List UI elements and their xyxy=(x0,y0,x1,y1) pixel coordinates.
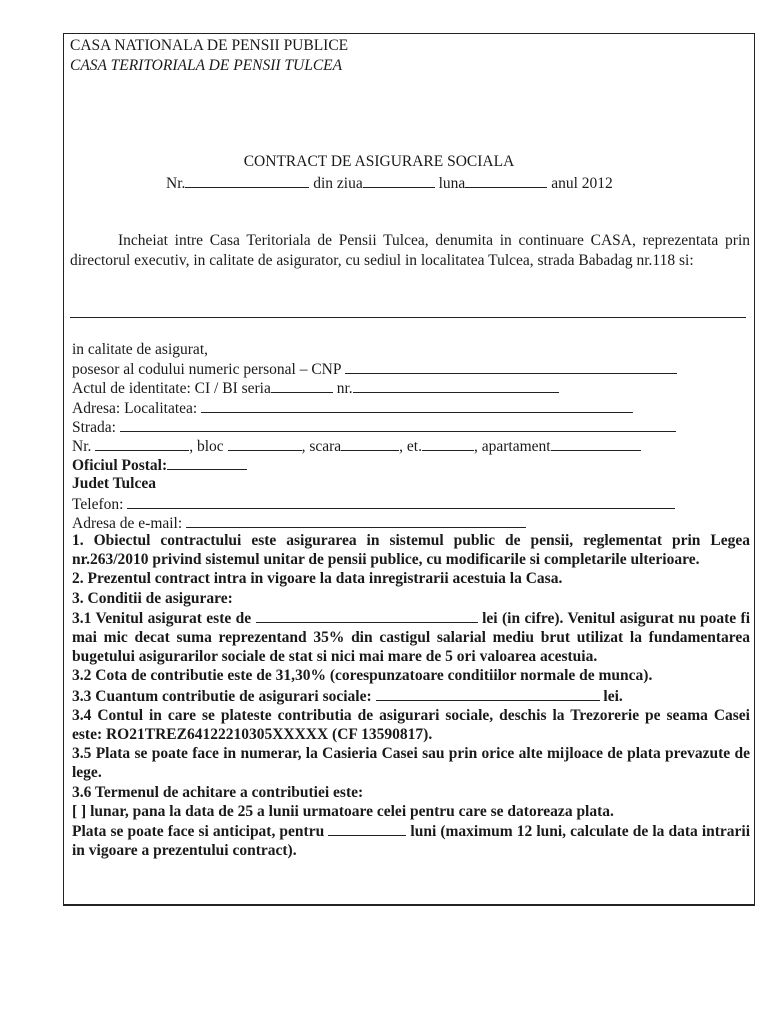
nr-field[interactable] xyxy=(185,173,309,188)
oficiul-row xyxy=(72,455,752,474)
luna-label: luna xyxy=(438,175,466,192)
judet-label: Judet Tulcea xyxy=(72,475,156,493)
cnp-field[interactable] xyxy=(345,359,677,374)
clause-3-6-advance xyxy=(72,821,750,860)
email-field[interactable] xyxy=(186,513,526,528)
scara-label: , scara xyxy=(301,437,342,455)
calitate-label: in calitate de asigurat, xyxy=(72,341,208,358)
contract-title: CONTRACT DE ASIGURARE SOCIALA xyxy=(243,153,515,170)
venit-asigurat-field[interactable] xyxy=(256,608,478,623)
clause-3-4: 3.4 Contul in care se plateste contributia de asigurari sociale, deschis la Trezorerie pe seama Casei este: RO21TREZ64122210305XXXXX (CF 13590817). xyxy=(72,706,750,744)
header xyxy=(70,36,348,76)
clause-3-3 xyxy=(72,686,750,706)
nr-row xyxy=(72,436,752,455)
intro-paragraph xyxy=(70,231,750,271)
clause-3-1 xyxy=(72,608,750,667)
contract-number-line xyxy=(166,173,613,193)
strada-field[interactable] xyxy=(120,417,676,432)
clause-3-6: 3.6 Termenul de achitare a contributiei este: xyxy=(72,783,364,801)
advance-months-field[interactable] xyxy=(328,821,406,836)
nr-label: Nr. xyxy=(166,175,186,192)
judet-row xyxy=(72,474,752,493)
day-field[interactable] xyxy=(363,173,435,188)
intro-text: Incheiat intre Casa Teritoriala de Pensii Tulcea, denumita in continuare CASA, reprezentata prin directorul executiv, in calitate de asigurator, cu sediul in localitatea Tulcea, strada Babadag nr.118 si: xyxy=(70,232,750,269)
email-label: Adresa de e-mail: xyxy=(72,514,183,532)
act-nr-field[interactable] xyxy=(353,378,559,393)
bloc-label: , bloc xyxy=(189,437,224,455)
clause-2: 2. Prezentul contract intra in vigoare la data inregistrarii acestuia la Casa. xyxy=(72,570,563,588)
clause-3-2: 3.2 Cota de contributie este de 31,30% (corespunzatoare conditiilor normale de munca). xyxy=(72,667,653,685)
act-seria-field[interactable] xyxy=(271,378,333,393)
clause-3-3-start: 3.3 Cuantum contributie de asigurari sociale: xyxy=(72,687,372,705)
cnp-row xyxy=(72,359,752,378)
nr-address-label: Nr. xyxy=(72,437,92,455)
advance-end: luni (maximum 12 luni, calculate de la data intrarii in vigoare a prezentului contract). xyxy=(72,823,751,860)
apartament-field[interactable] xyxy=(551,436,641,451)
anul-label: anul 2012 xyxy=(551,175,613,192)
nr-address-field[interactable] xyxy=(95,436,189,451)
clause-3-3-end: lei. xyxy=(603,687,623,705)
clause-3-5: 3.5 Plata se poate face in numerar, la Casieria Casei sau prin orice alte mijloace de plata prevazute de lege. xyxy=(72,745,750,782)
clause-3-1-start: 3.1 Venitul asigurat este de xyxy=(72,609,252,627)
insured-name-line[interactable] xyxy=(70,317,746,318)
calitate-row xyxy=(72,340,752,359)
adresa-label: Adresa: Localitatea: xyxy=(72,399,198,417)
apartament-label: , apartament xyxy=(473,437,551,455)
clause-3: 3. Conditii de asigurare: xyxy=(72,589,233,607)
act-row xyxy=(72,378,752,397)
adresa-row xyxy=(72,398,752,417)
month-field[interactable] xyxy=(465,173,547,188)
clause-3-6-option[interactable]: [ ] lunar, pana la data de 25 a lunii urmatoare celei pentru care se datoreaza plata. xyxy=(72,802,614,820)
cnp-label: posesor al codului numeric personal – CNP xyxy=(72,361,341,379)
clause-3-1-end: lei (in cifre). Venitul asigurat nu poate fi mai mic decat suma reprezentand 35% din castigul salarial mediu brut utilizat la fundamentarea bugetului asigurarilor sociale de stat si nici mai mare de 5 ori valoarea acestuia. xyxy=(72,609,751,666)
telefon-label: Telefon: xyxy=(72,495,124,513)
contributie-field[interactable] xyxy=(376,686,600,701)
territorial-office-name: CASA TERITORIALA DE PENSII TULCEA xyxy=(70,57,343,74)
act-nr-label: nr. xyxy=(336,380,353,398)
localitate-field[interactable] xyxy=(201,398,633,413)
telefon-field[interactable] xyxy=(127,494,675,509)
din-ziua-label: din ziua xyxy=(313,175,363,192)
advance-start: Plata se poate face si anticipat, pentru xyxy=(72,823,325,841)
oficiul-field[interactable] xyxy=(167,455,247,470)
bloc-field[interactable] xyxy=(228,436,302,451)
et-field[interactable] xyxy=(422,436,474,451)
act-label: Actul de identitate: CI / BI seria xyxy=(72,380,271,398)
strada-row xyxy=(72,417,752,436)
strada-label: Strada: xyxy=(72,418,116,436)
insured-details xyxy=(72,340,752,532)
contract-clauses xyxy=(72,531,750,860)
et-label: , et. xyxy=(399,437,422,455)
institution-name: CASA NATIONALA DE PENSII PUBLICE xyxy=(70,37,349,54)
telefon-row xyxy=(72,494,752,513)
email-row xyxy=(72,513,752,532)
clause-1: 1. Obiectul contractului este asigurarea in sistemul public de pensii, reglementat prin Legea nr.263/2010 privind sistemul unitar de pensii publice, cu modificarile si completarile ulterioare. xyxy=(72,532,750,569)
scara-field[interactable] xyxy=(341,436,399,451)
oficiul-label: Oficiul Postal: xyxy=(72,457,168,475)
